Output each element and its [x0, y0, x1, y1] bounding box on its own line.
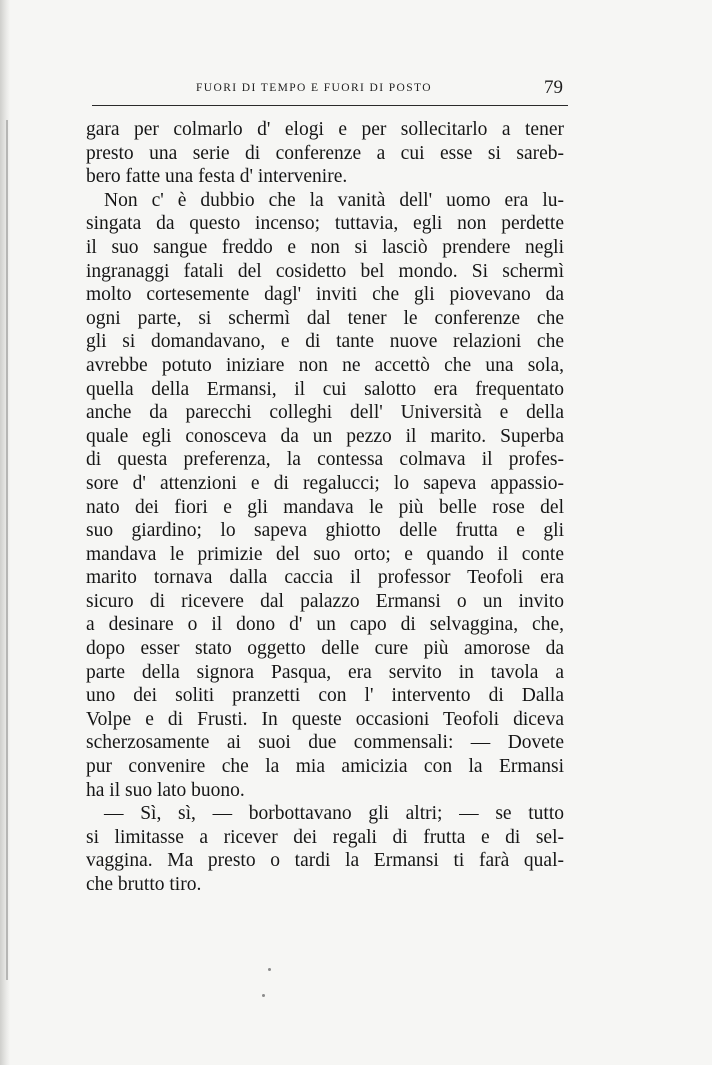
text-line: nato dei fiori e gli mandava le più belle rose del — [86, 496, 564, 518]
header-rule — [92, 105, 568, 106]
text-line: il suo sangue freddo e non si lasciò prendere negli — [86, 236, 564, 258]
text-line: quella della Ermansi, il cui salotto era frequentato — [86, 378, 564, 400]
text-line: sicuro di ricevere dal palazzo Ermansi o un invito — [86, 590, 564, 612]
text-line: ogni parte, si schermì dal tener le conferenze che — [86, 307, 564, 329]
page-number: 79 — [544, 77, 563, 98]
text-line: suo giardino; lo sapeva ghiotto delle frutta e gli — [86, 520, 564, 542]
text-line: dopo esser stato oggetto delle cure più amorose da — [86, 638, 564, 660]
paper-speck — [268, 968, 271, 971]
body-text — [86, 118, 564, 897]
text-line: singata da questo incenso; tuttavia, egli non perdette — [86, 213, 564, 235]
text-line: presto una serie di conferenze a cui esse si sareb- — [86, 142, 564, 164]
text-line: molto cortesemente dagl' inviti che gli piovevano da — [86, 284, 564, 306]
text-line: che brutto tiro. — [86, 874, 202, 895]
running-title: FUORI DI TEMPO E FUORI DI POSTO — [196, 82, 432, 94]
text-line: vaggina. Ma presto o tardi la Ermansi ti farà qual- — [86, 850, 564, 872]
text-line: — Sì, sì, — borbottavano gli altri; — se tutto — [104, 803, 564, 825]
text-line: scherzosamente ai suoi due commensali: — Dovete — [86, 732, 564, 754]
text-line: quale egli conosceva da un pezzo il marito. Superba — [86, 425, 564, 447]
text-line: parte della signora Pasqua, era servito in tavola a — [86, 661, 564, 683]
text-line: pur convenire che la mia amicizia con la Ermansi — [86, 756, 564, 778]
text-line: si limitasse a ricever dei regali di frutta e di sel- — [86, 826, 564, 848]
text-line: ha il suo lato buono. — [86, 779, 245, 801]
text-line: uno dei soliti pranzetti con l' intervento di Dalla — [86, 685, 564, 707]
text-line: Non c' è dubbio che la vanità dell' uomo era lu- — [104, 189, 564, 211]
text-line: gara per colmarlo d' elogi e per sollecitarlo a tener — [86, 119, 564, 140]
text-line: avrebbe potuto iniziare non ne accettò che una sola, — [86, 354, 564, 376]
text-line: mandava le primizie del suo orto; e quando il conte — [86, 543, 564, 565]
text-line: marito tornava dalla caccia il professor Teofoli era — [86, 567, 564, 589]
paper-speck — [262, 994, 265, 997]
text-line: a desinare o il dono d' un capo di selvaggina, che, — [86, 614, 564, 636]
text-line: gli si domandavano, e di tante nuove relazioni che — [86, 331, 564, 353]
text-line: sore d' attenzioni e di regalucci; lo sapeva appassio- — [86, 472, 564, 494]
text-line: Volpe e di Frusti. In queste occasioni Teofoli diceva — [86, 708, 564, 730]
page-binding-edge — [0, 0, 10, 1065]
text-line: anche da parecchi colleghi dell' Università e della — [86, 402, 564, 424]
text-line: bero fatte una festa d' intervenire. — [86, 166, 348, 188]
text-line: di questa preferenza, la contessa colmava il profes- — [86, 449, 564, 471]
binding-shadow-line — [6, 120, 8, 980]
text-line: ingranaggi fatali del cosidetto bel mondo. Si schermì — [86, 260, 564, 282]
